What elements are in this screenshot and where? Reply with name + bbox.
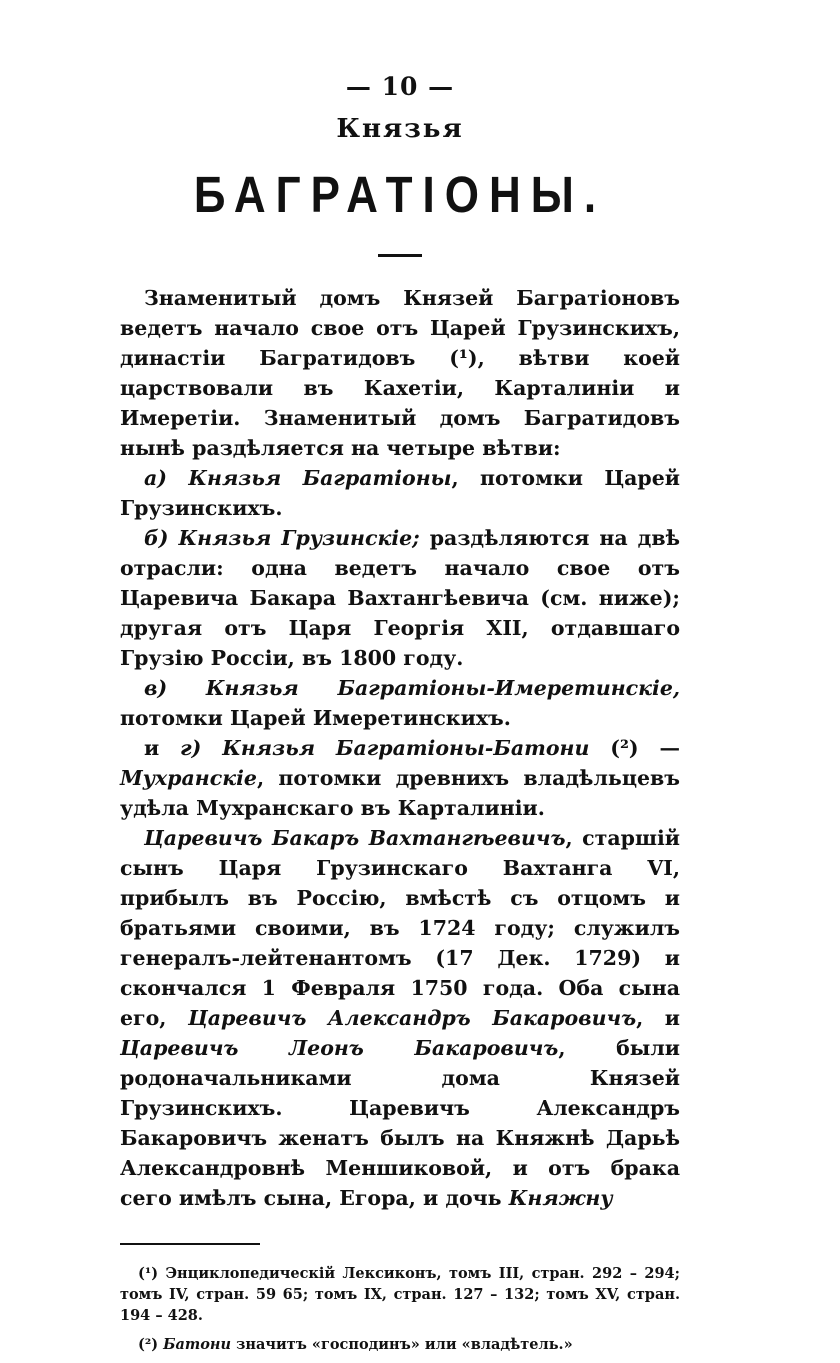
footnote-2-text: значитъ «господинъ» или «владѣтель.» [231,1336,573,1353]
paragraph-bakar [120,823,680,1213]
branch-v-text: потомки Царей Имеретинскихъ. [120,706,511,730]
paragraph-intro: Знаменитый домъ Князей Багратіоновъ ведетъ начало свое отъ Царей Грузинскихъ, династіи Багратидовъ (¹), вѣтви коей царствовали въ Кахетіи, Карталиніи и Имеретіи. Знаменитый домъ Багратидовъ нынѣ раздѣляется на четыре вѣтви: [120,286,680,460]
branch-a-label: а) Князья Багратіоны [144,466,452,490]
footnote-divider [120,1243,260,1245]
page-number: — 10 — [345,72,455,101]
bakar-text-2: , и [636,1006,680,1030]
branch-g-label: г) Князья Багратіоны-Батони [180,736,590,760]
footnotes [120,1263,680,1355]
branch-b-label: б) Князья Грузинскіе; [144,526,420,550]
bakar-text-3: , были родоначальниками дома Князей Грузинскихъ. Царевичъ Александръ Бакаровичъ женатъ былъ на Княжнѣ Дарьѣ Александровнѣ Меншиковой, и отъ брака сего имѣлъ сына, Егора, и дочь [120,1036,680,1210]
branch-v-label: в) Князья Багратіоны-Имеретинскіе, [144,676,680,700]
branch-b-text: раздѣляются на двѣ отрасли: одна ведетъ начало свое отъ Царевича Бакара Вахтангѣевича (см. ниже); другая отъ Царя Георгія XII, отдавшаго Грузію Россіи, въ 1800 году. [120,526,681,670]
book-page [120,70,680,1363]
paragraph-branch-g [120,733,680,823]
footnote-1: (¹) Энциклопедическій Лексиконъ, томъ III, стран. 292 – 294; томъ IV, стран. 59 65; томъ IX, стран. 127 – 132; томъ XV, стран. 194 – 428. [120,1265,680,1324]
bakar-label: Царевичъ Бакаръ Вахтангѣевичъ [144,826,566,850]
bakar-text-1: , старшій сынъ Царя Грузинскаго Вахтанга VI, прибылъ въ Россію, вмѣстѣ съ отцомъ и братьями своими, въ 1724 году; служилъ генералъ-лейтенантомъ (17 Дек. 1729) и скончался 1 Февраля 1750 года. Оба сына его, [120,826,681,1030]
branch-g-label-2: Мухранскіе [120,766,257,790]
branch-g-prefix: и [144,736,181,760]
title-divider [378,254,422,257]
paragraph-branch-v [120,673,680,733]
branch-a-text: , потомки Царей Грузинскихъ. [120,466,680,520]
title-line-2: БАГРАТІОНЫ. [193,167,607,224]
paragraph-branch-a [120,463,680,523]
bakar-son-2: Царевичъ Леонъ Бакаровичъ [120,1036,559,1060]
paragraph-branch-b [120,523,680,673]
footnote-2-label: Батони [163,1336,232,1353]
branch-g-mid: (²) — [589,736,681,760]
title-line-1: Князья [336,114,464,144]
main-text [120,283,680,1213]
footnote-2-mark: (²) [138,1336,164,1353]
footnote-2 [120,1334,680,1355]
branch-g-text: , потомки древнихъ владѣльцевъ удѣла Мухранскаго въ Карталиніи. [120,766,680,820]
bakar-end: Княжну [508,1186,613,1210]
bakar-son-1: Царевичъ Александръ Бакаровичъ [187,1006,637,1030]
